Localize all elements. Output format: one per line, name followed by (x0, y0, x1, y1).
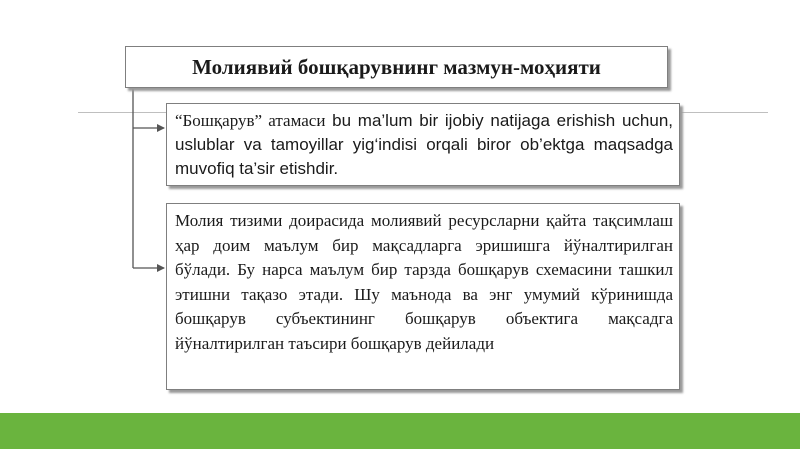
box1-text-cyrillic: “Бошқарув” атамаси (175, 111, 326, 130)
definition-box-management-term (166, 103, 680, 186)
definition-box-financial-system (166, 203, 680, 390)
box2-text: Молия тизими доирасида молиявий ресурсларни қайта тақсимлаш ҳар доим маълум бир мақсадларга эришишга йўналтирилган бўлади. Бу нарса маълум бир тарзда бошқарув схемасини ташкил этишни тақазо этади. Шу маънода ва энг умумий кўринишда бошқарув субъектининг бошқарув объектига мақсадга йўналтирилган таъсири бошқарув дейилади (175, 211, 673, 353)
diagram-title-box (125, 46, 668, 88)
box1-text-latin: bu ma’lum bir ijobiy natijaga erishish uchun, uslublar va tamoyillar yig‘indisi orqali biror ob’ektga maqsadga muvofiq ta’sir etishdir. (175, 111, 673, 178)
footer-green-bar (0, 413, 800, 449)
diagram-title: Молиявий бошқарувнинг мазмун-моҳияти (192, 54, 601, 79)
